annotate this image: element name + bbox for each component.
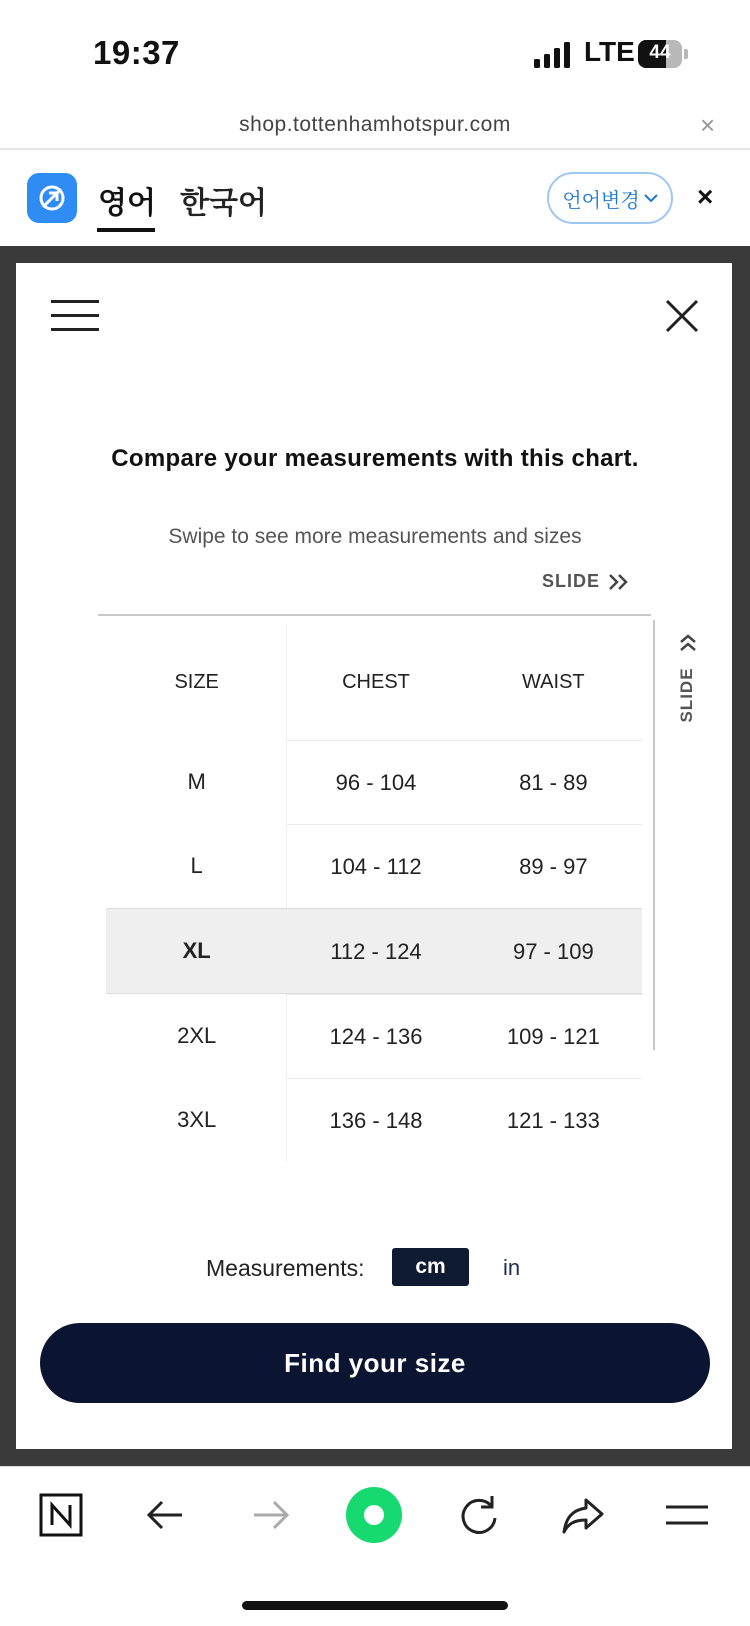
battery-icon [638, 40, 688, 68]
waist-cell: 81 - 89 [465, 740, 642, 824]
chest-cell: 104 - 112 [287, 824, 464, 908]
modal-subtext: Swipe to see more measurements and sizes [168, 525, 582, 548]
translate-close-button[interactable]: × [697, 181, 714, 212]
waist-cell: 109 - 121 [465, 994, 642, 1078]
url-bar-divider [0, 148, 750, 150]
home-indicator [242, 1601, 508, 1610]
green-dot-icon[interactable] [345, 1486, 403, 1544]
slide-horizontal-hint[interactable] [542, 571, 630, 592]
url-close-button[interactable]: × [700, 110, 716, 140]
network-type: LTE [584, 36, 635, 67]
tab-target-language[interactable]: 한국어 [180, 187, 267, 220]
header-chest: CHEST [342, 670, 410, 693]
share-icon[interactable] [558, 1490, 608, 1540]
header-waist: WAIST [522, 670, 585, 693]
chest-cell: 136 - 148 [287, 1078, 464, 1162]
size-chart-table [106, 624, 642, 1162]
battery-level: 44 [649, 42, 671, 63]
refresh-icon[interactable] [454, 1490, 504, 1540]
waist-cell: 97 - 109 [465, 909, 642, 993]
back-arrow-icon[interactable] [142, 1490, 192, 1540]
table-row [106, 1078, 642, 1162]
unit-in-toggle[interactable]: in [503, 1255, 521, 1280]
change-language-label: 언어변경 [562, 189, 640, 212]
url-text[interactable]: shop.tottenhamhotspur.com [239, 113, 511, 136]
translate-logo-icon [27, 173, 77, 223]
find-your-size-button[interactable]: Find your size [40, 1323, 710, 1403]
change-language-button[interactable] [547, 172, 673, 224]
tab-source-language[interactable]: 영어 [98, 187, 156, 220]
status-time: 19:37 [93, 34, 180, 71]
menu-icon[interactable] [51, 300, 99, 332]
slide-label: SLIDE [542, 571, 601, 591]
table-top-rule [98, 614, 651, 616]
table-row [106, 994, 642, 1078]
chest-cell: 112 - 124 [287, 909, 464, 993]
slide-vertical-hint[interactable] [668, 633, 708, 733]
signal-icon [534, 42, 572, 68]
waist-cell: 89 - 97 [465, 824, 642, 908]
table-row-highlighted [106, 908, 642, 994]
chevron-down-icon [644, 193, 658, 203]
double-chevron-up-icon [678, 633, 698, 653]
modal-heading: Compare your measurements with this chart. [111, 445, 639, 472]
size-cell: M [106, 740, 287, 824]
double-chevron-right-icon [608, 573, 630, 591]
slide-vertical-label: SLIDE [677, 667, 696, 723]
size-cell: XL [106, 909, 287, 993]
header-size: SIZE [106, 624, 287, 740]
table-row [106, 824, 642, 908]
table-header-row [106, 624, 642, 740]
table-row [106, 740, 642, 824]
unit-cm-toggle[interactable]: cm [392, 1248, 469, 1286]
bottom-bar-divider [0, 1466, 750, 1467]
active-tab-underline [97, 228, 155, 232]
measurements-label: Measurements: [206, 1255, 365, 1281]
close-icon[interactable] [664, 298, 700, 334]
naver-home-icon[interactable] [38, 1490, 88, 1540]
chest-cell: 124 - 136 [287, 994, 464, 1078]
waist-cell: 121 - 133 [465, 1078, 642, 1162]
size-cell: 2XL [106, 994, 287, 1078]
menu-lines-icon[interactable] [662, 1490, 712, 1540]
chest-cell: 96 - 104 [287, 740, 464, 824]
table-scroll-rule [653, 620, 655, 1050]
size-cell: 3XL [106, 1078, 287, 1162]
forward-arrow-icon[interactable] [246, 1490, 296, 1540]
size-cell: L [106, 824, 287, 908]
